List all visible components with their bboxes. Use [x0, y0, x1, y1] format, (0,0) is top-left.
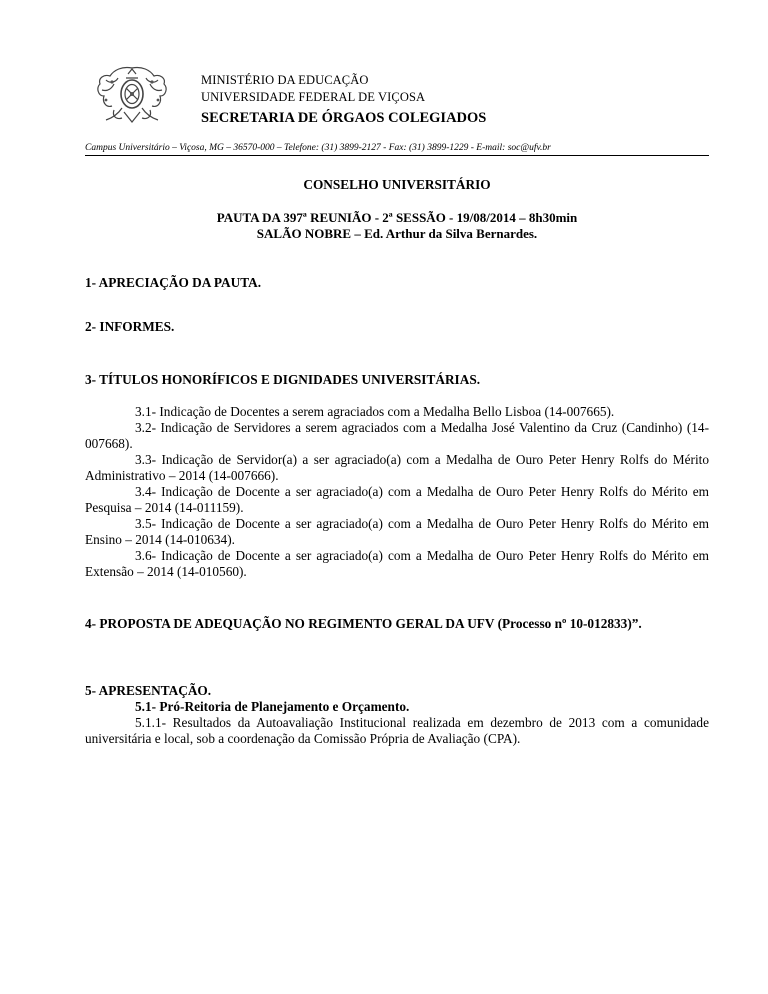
meeting-venue: SALÃO NOBRE – Ed. Arthur da Silva Bernardes. [256, 226, 538, 241]
section-2-heading: 2- INFORMES. [85, 319, 175, 334]
meeting-heading: PAUTA DA 397ª REUNIÃO - 2ª SESSÃO - 19/08/2014 – 8h30min [216, 210, 578, 225]
agenda-item: 3.1- Indicação de Docentes a serem agraciados com a Medalha Bello Lisboa (14-007665). [135, 404, 615, 419]
letterhead [201, 72, 486, 129]
secretariat-name: SECRETARIA DE ÓRGAOS COLEGIADOS [201, 110, 487, 126]
agenda-item: 3.4- Indicação de Docente a ser agraciado(a) com a Medalha de Ouro Peter Henry Rolfs do Mérito em Pesquisa – 2014 (14-011159). [85, 484, 709, 515]
section-5 [85, 683, 709, 747]
section-1-heading: 1- APRECIAÇÃO DA PAUTA. [85, 275, 262, 290]
university-name: UNIVERSIDADE FEDERAL DE VIÇOSA [201, 90, 426, 104]
agenda-item: 3.3- Indicação de Servidor(a) a ser agraciado(a) com a Medalha de Ouro Peter Henry Rolfs do Mérito Administrativo – 2014 (14-007666). [85, 452, 709, 483]
section-3-items [85, 404, 709, 580]
agenda-item: 3.6- Indicação de Docente a ser agraciado(a) com a Medalha de Ouro Peter Henry Rolfs do Mérito em Extensão – 2014 (14-010560). [85, 548, 709, 579]
section-3-heading: 3- TÍTULOS HONORÍFICOS E DIGNIDADES UNIVERSITÁRIAS. [85, 372, 481, 387]
agenda-item: 3.2- Indicação de Servidores a serem agraciados com a Medalha José Valentino da Cruz (Candinho) (14-007668). [85, 420, 709, 451]
ministry-name: MINISTÉRIO DA EDUCAÇÃO [201, 73, 369, 87]
council-title: CONSELHO UNIVERSITÁRIO [303, 177, 491, 192]
header-divider [85, 155, 709, 156]
university-crest-icon [92, 62, 172, 126]
section-4-heading: 4- PROPOSTA DE ADEQUAÇÃO NO REGIMENTO GERAL DA UFV (Processo nº 10-012833)”. [85, 616, 642, 631]
section-5-subheading: 5.1- Pró-Reitoria de Planejamento e Orçamento. [135, 699, 410, 714]
section-5-heading: 5- APRESENTAÇÃO. [85, 683, 212, 698]
agenda-item: 5.1.1- Resultados da Autoavaliação Institucional realizada em dezembro de 2013 com a comunidade universitária e local, sob a coordenação da Comissão Própria de Avaliação (CPA). [85, 715, 709, 746]
agenda-item: 3.5- Indicação de Docente a ser agraciado(a) com a Medalha de Ouro Peter Henry Rolfs do Mérito em Ensino – 2014 (14-010634). [85, 516, 709, 547]
contact-address: Campus Universitário – Viçosa, MG – 36570-000 – Telefone: (31) 3899-2127 - Fax: (31) 3899-1229 - E-mail: soc@ufv.br [85, 143, 551, 153]
